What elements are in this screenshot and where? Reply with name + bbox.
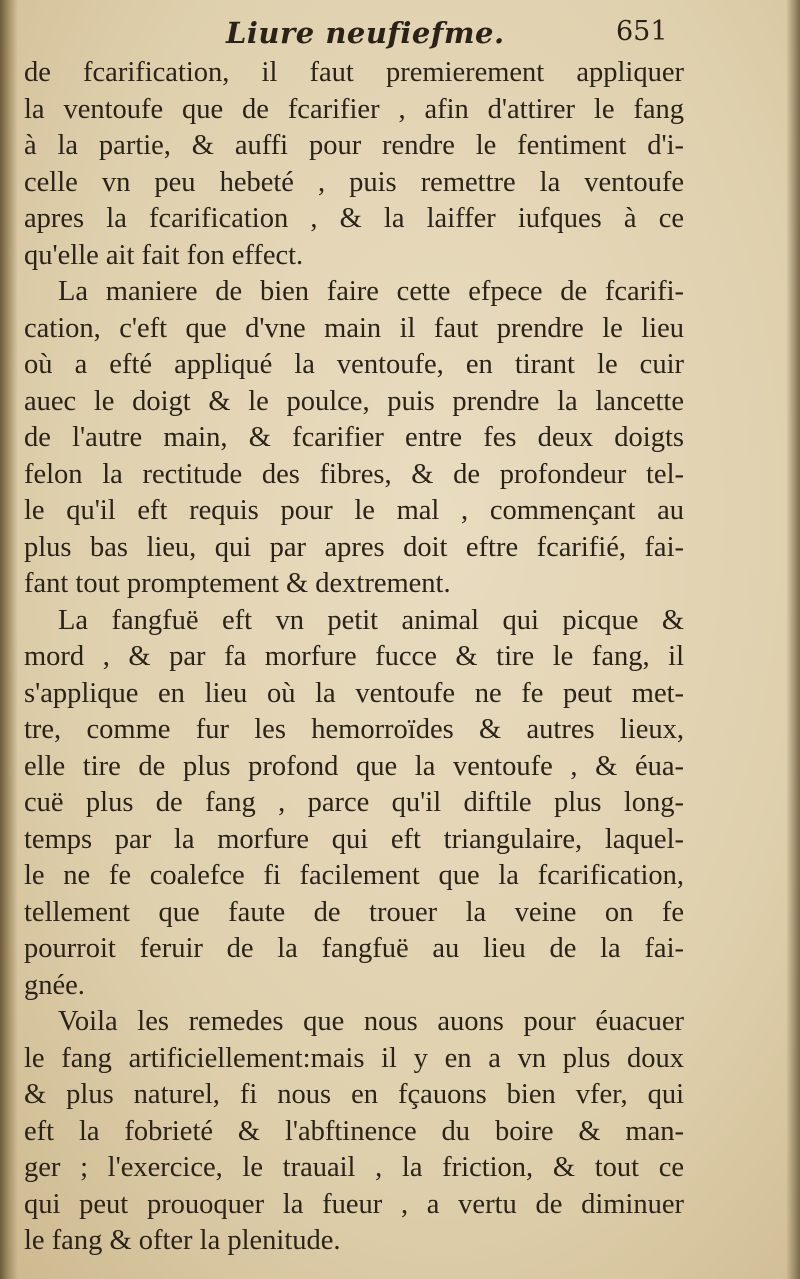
text-line: tellement que faute de trouer la veine on fe [24, 896, 684, 928]
body-text [24, 55, 684, 1260]
text-line: le fang & ofter la plenitude. [24, 1225, 341, 1256]
text-line: mord , & par fa morfure fucce & tire le fang, il [24, 641, 684, 672]
text-line: qu'elle ait fait fon effect. [24, 239, 304, 271]
page-edge-shadow [786, 0, 800, 1279]
page-gutter-shadow [0, 0, 18, 1279]
text-line: le ne fe coalefce fi facilement que la fcarification, [24, 860, 684, 891]
text-line: le qu'il eft requis pour le mal , commençant au [24, 495, 684, 526]
text-line: qui peut prouoquer la fueur , a vertu de diminuer [24, 1188, 684, 1220]
text-line: tre, comme fur les hemorroïdes & autres lieux, [24, 714, 684, 745]
text-line: où a efté appliqué la ventoufe, en tirant le cuir [24, 349, 684, 380]
text-line: gnée. [24, 969, 85, 1001]
text-line: cation, c'eft que d'vne main il faut prendre le lieu [24, 312, 684, 344]
text-line: & plus naturel, fi nous en fçauons bien vfer, qui [24, 1079, 684, 1110]
text-line: celle vn peu hebeté , puis remettre la ventoufe [24, 166, 684, 198]
text-line: apres la fcarification , & la laiffer iufques à ce [24, 203, 684, 234]
text-line: la ventoufe que de fcarifier , afin d'attirer le fang [24, 93, 684, 125]
text-line: plus bas lieu, qui par apres doit eftre fcarifié, fai- [24, 531, 684, 563]
text-line: de fcarification, il faut premierement appliquer [24, 57, 684, 88]
text-line: le fang artificiellement:mais il y en a vn plus doux [24, 1042, 684, 1074]
running-title: Liure neufiefme. [226, 16, 505, 50]
page-number: 651 [616, 16, 668, 47]
text-line: temps par la morfure qui eft triangulaire, laquel- [24, 823, 684, 855]
text-line: ger ; l'exercice, le trauail , la friction, & tout ce [24, 1152, 684, 1183]
text-line: s'applique en lieu où la ventoufe ne fe peut met- [24, 677, 684, 709]
text-line: felon la rectitude des fibres, & de profondeur tel- [24, 458, 684, 490]
text-line: de l'autre main, & fcarifier entre fes deux doigts [24, 422, 684, 453]
text-line: à la partie, & auffi pour rendre le fentiment d'i- [24, 130, 684, 161]
paragraph-start-line: La fangfuë eft vn petit animal qui picque & [58, 604, 684, 636]
text-line: fant tout promptement & dextrement. [24, 568, 451, 599]
text-line: auec le doigt & le poulce, puis prendre la lancette [24, 385, 684, 417]
paragraph-start-line: La maniere de bien faire cette efpece de fcarifi- [58, 276, 684, 307]
text-line: cuë plus de fang , parce qu'il diftile plus long- [24, 787, 684, 818]
text-line: pourroit feruir de la fangfuë au lieu de la fai- [24, 933, 684, 964]
page-header [0, 12, 800, 52]
text-line: elle tire de plus profond que la ventoufe , & éua- [24, 750, 684, 782]
paragraph-start-line: Voila les remedes que nous auons pour éuacuer [58, 1006, 684, 1037]
text-line: eft la fobrieté & l'abftinence du boire & man- [24, 1115, 684, 1147]
